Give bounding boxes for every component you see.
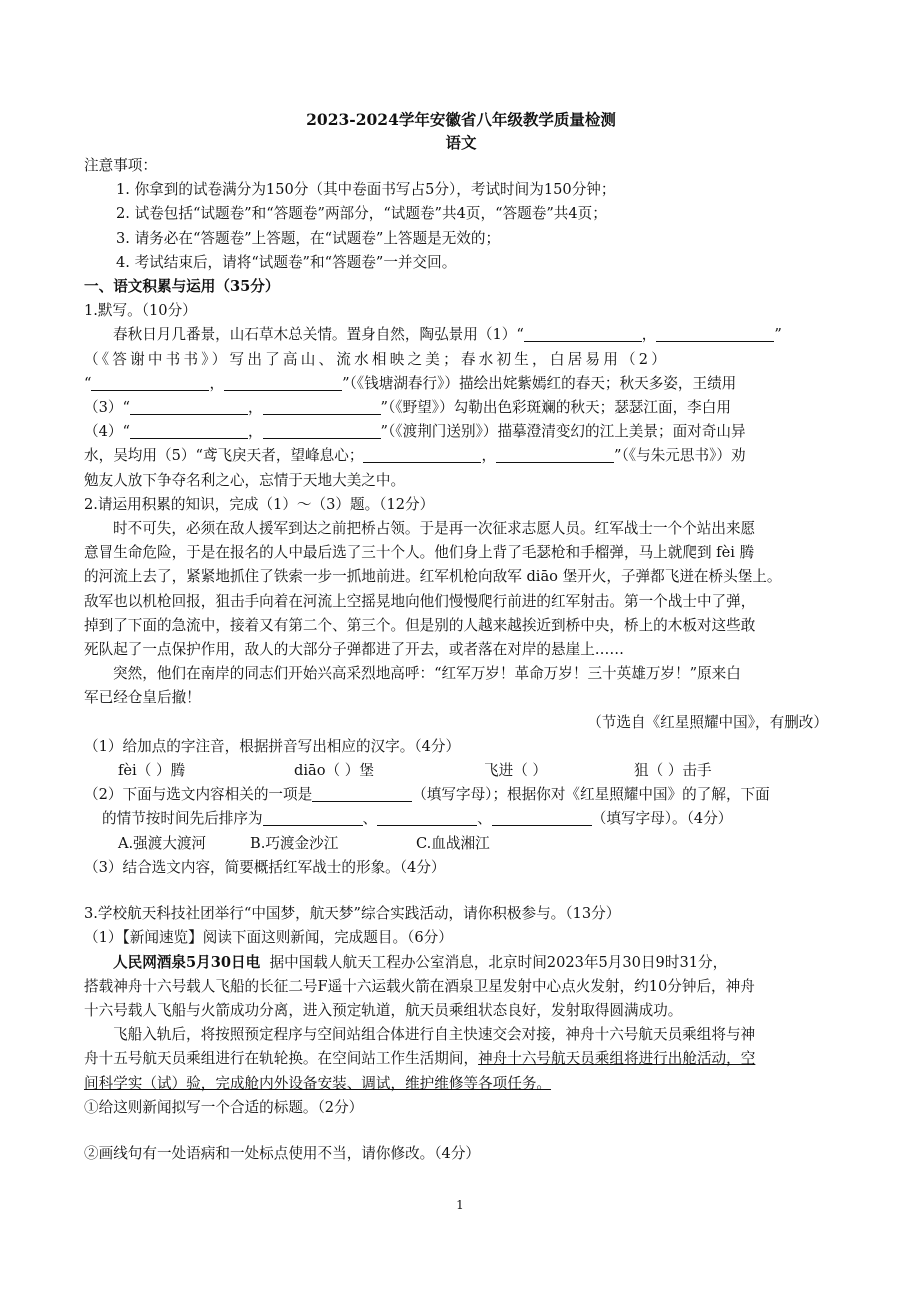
q1-line: 春秋日月几番景，山石草木总关情。置身自然，陶弘景用（1）“ ， ” bbox=[113, 326, 782, 344]
exam-title: 2023-2024学年安徽省八年级教学质量检测 bbox=[306, 110, 616, 129]
q1-line: 水，吴均用（5）“鸢飞戾天者，望峰息心； ， ”（《与朱元思书》）劝 bbox=[84, 447, 746, 465]
q1-line: （《答谢中书书》）写出了高山、流水相映之美；春水初生，白居易用（2） bbox=[84, 350, 670, 368]
sub-question: （3）结合选文内容，简要概括红军战士的形象。（4分） bbox=[84, 858, 446, 876]
q1-line: “ ， ”（《钱塘湖春行》）描绘出姹紫嫣红的春天；秋天多姿，王绩用 bbox=[84, 374, 737, 392]
sub-question: （2）下面与选文内容相关的一项是 （填写字母）；根据你对《红星照耀中国》的了解，下面 bbox=[84, 786, 770, 804]
news-line: 搭载神舟十六号载人飞船的长征二号F遥十六运载火箭在酒泉卫星发射中心点火发射，约10分钟后，神舟 bbox=[84, 977, 755, 995]
passage-line: 敌军也以机枪回报，狙击手向着在河流上空摇晃地向他们慢慢爬行前进的红军射击。第一个战士中了弹， bbox=[84, 592, 756, 610]
answer-blank[interactable] bbox=[377, 809, 477, 826]
passage-line: 死队起了一点保护作用，敌人的大部分子弹都进了开去，或者落在对岸的悬崖上…… bbox=[84, 641, 624, 659]
sub-question: （1）【新闻速览】阅读下面这则新闻，完成题目。（6分） bbox=[84, 929, 453, 947]
answer-blank[interactable] bbox=[492, 809, 592, 826]
note-item: 4. 考试结束后，请将“试题卷”和“答题卷”一并交回。 bbox=[116, 253, 457, 271]
passage-line: 意冒生命危险，于是在报名的人中最后选了三十个人。他们身上背了毛瑟枪和手榴弹，马上就爬到 fèi 腾 bbox=[84, 544, 755, 562]
q1-line: （4）“ ， ”（《渡荆门送别》）描摹澄清变幻的江上美景；面对奇山异 bbox=[84, 423, 746, 441]
passage-line: 军已经仓皇后撤！ bbox=[84, 689, 201, 707]
answer-blank[interactable] bbox=[91, 374, 209, 391]
news-line: 舟十五号航天员乘组进行在轨轮换。在空间站工作生活期间，神舟十六号航天员乘组将进行出舱活动，空 bbox=[84, 1050, 756, 1068]
answer-blank[interactable] bbox=[312, 785, 412, 802]
option-item[interactable]: B.巧渡金沙江 bbox=[250, 834, 339, 852]
answer-blank[interactable] bbox=[263, 398, 381, 415]
page-number: 1 bbox=[456, 1198, 464, 1212]
answer-blank[interactable] bbox=[263, 422, 381, 439]
pinyin-item[interactable]: fèi（ ）腾 bbox=[118, 762, 186, 780]
answer-blank[interactable] bbox=[524, 325, 642, 342]
question-3-heading: 3.学校航天科技社团举行“中国梦，航天梦”综合实践活动，请你积极参与。（13分） bbox=[84, 905, 621, 923]
option-item[interactable]: C.血战湘江 bbox=[416, 834, 490, 852]
sub-question: （1）给加点的字注音，根据拼音写出相应的汉字。（4分） bbox=[84, 737, 461, 755]
sub-question: ②画线句有一处语病和一处标点使用不当，请你修改。（4分） bbox=[84, 1144, 481, 1162]
note-item: 1. 你拿到的试卷满分为150分（其中卷面书写占5分），考试时间为150分钟； bbox=[116, 181, 616, 199]
notes-heading: 注意事项： bbox=[84, 157, 157, 174]
news-line: 人民网酒泉5月30日电 据中国载人航天工程办公室消息，北京时间2023年5月30日9时31分， bbox=[113, 953, 728, 971]
passage-line: 时不可失，必须在敌人援军到达之前把桥占领。于是再一次征求志愿人员。红军战士一个个站出来愿 bbox=[113, 520, 756, 538]
subject-title: 语文 bbox=[445, 133, 477, 152]
section-heading: 一、语文积累与运用（35分） bbox=[84, 278, 280, 296]
pinyin-item[interactable]: 飞进（ ） bbox=[484, 762, 548, 780]
answer-blank[interactable] bbox=[224, 374, 342, 391]
pinyin-item[interactable]: diāo（ ）堡 bbox=[294, 762, 374, 780]
note-item: 3. 请务必在“答题卷”上答题，在“试题卷”上答题是无效的； bbox=[116, 229, 501, 247]
answer-blank[interactable] bbox=[496, 446, 614, 463]
options-row bbox=[84, 832, 838, 856]
answer-space bbox=[84, 1120, 838, 1142]
news-line bbox=[84, 1072, 838, 1096]
pinyin-row bbox=[84, 759, 838, 783]
underlined-sentence: 间科学实（试）验，完成舱内外设备安装、调试，维护维修等各项任务。 bbox=[84, 1074, 552, 1092]
news-lead: 人民网酒泉5月30日电 bbox=[113, 953, 261, 971]
answer-blank[interactable] bbox=[130, 398, 248, 415]
passage-source: （节选自《红星照耀中国》，有删改） bbox=[587, 713, 828, 731]
question-1-heading: 1.默写。（10分） bbox=[84, 302, 197, 320]
answer-blank[interactable] bbox=[130, 422, 248, 439]
option-item[interactable]: A.强渡大渡河 bbox=[118, 834, 207, 852]
exam-page bbox=[84, 108, 838, 1166]
q1-line: 勉友人放下争夺名利之心，忘情于天地大美之中。 bbox=[84, 471, 406, 489]
q1-line: （3）“ ， ”（《野望》）勾勒出色彩斑斓的秋天；瑟瑟江面，李白用 bbox=[84, 399, 731, 417]
underlined-sentence: 神舟十六号航天员乘组将进行出舱活动，空 bbox=[478, 1050, 756, 1068]
passage-line: 突然，他们在南岸的同志们开始兴高采烈地高呼：“红军万岁！革命万岁！三十英雄万岁！”原来白 bbox=[113, 665, 741, 683]
answer-blank[interactable] bbox=[263, 809, 363, 826]
pinyin-item[interactable]: 狙（ ）击手 bbox=[634, 762, 712, 780]
passage-line: 的河流上去了，紧紧地抓住了铁索一步一抓地前进。红军机枪向敌军 diāo 堡开火，子弹都飞迸在桥头堡上。 bbox=[84, 568, 782, 586]
answer-blank[interactable] bbox=[656, 325, 774, 342]
news-line: 飞船入轨后，将按照预定程序与空间站组合体进行自主快速交会对接，神舟十六号航天员乘组将与神 bbox=[113, 1026, 756, 1044]
answer-space bbox=[84, 880, 838, 902]
question-2-heading: 2.请运用积累的知识，完成（1）～（3）题。（12分） bbox=[84, 495, 435, 513]
answer-blank[interactable] bbox=[363, 446, 481, 463]
sub-question: 的情节按时间先后排序为 、 、 （填写字母）。（4分） bbox=[102, 810, 733, 828]
note-item: 2. 试卷包括“试题卷”和“答题卷”两部分，“试题卷”共4页，“答题卷”共4页； bbox=[116, 205, 607, 223]
sub-question: ①给这则新闻拟写一个合适的标题。（2分） bbox=[84, 1098, 364, 1116]
passage-line: 掉到了下面的急流中，接着又有第二个、第三个。但是别的人越来越挨近到桥中央，桥上的木板对这些敢 bbox=[84, 616, 756, 634]
news-line: 十六号载人飞船与火箭成功分离，进入预定轨道，航天员乘组状态良好，发射取得圆满成功。 bbox=[84, 1001, 683, 1019]
